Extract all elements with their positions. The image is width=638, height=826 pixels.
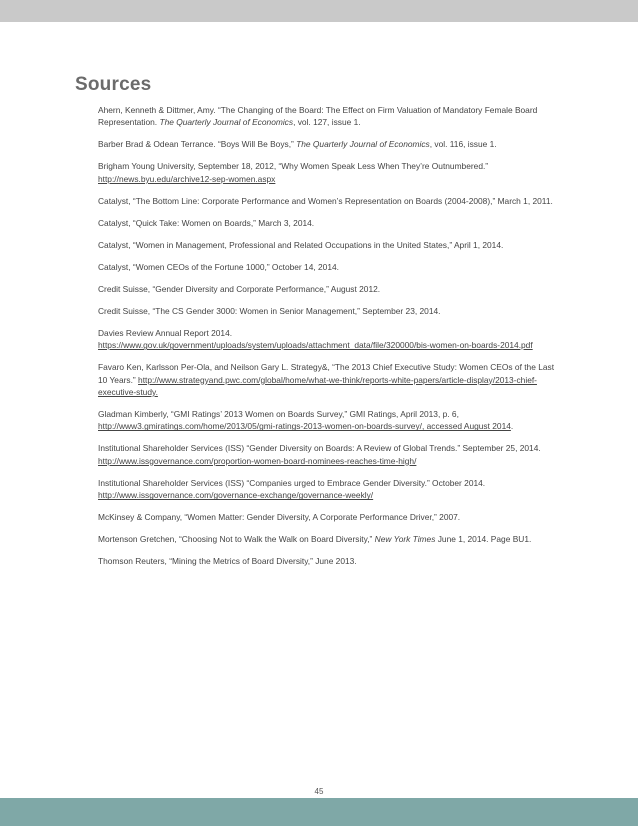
reference-item <box>98 195 556 207</box>
reference-text: Institutional Shareholder Services (ISS) “Gender Diversity on Boards: A Review of Global Trends.” September 25, 2014. <box>98 443 541 454</box>
page-title: Sources <box>75 74 152 95</box>
reference-link[interactable]: https://www.gov.uk/government/uploads/system/uploads/attachment_data/file/320000/bis-women-on-boards-2014.pdf <box>98 340 533 351</box>
reference-text: Catalyst, “Women in Management, Professional and Related Occupations in the United States,” April 1, 2014. <box>98 239 504 250</box>
reference-link[interactable]: http://www.strategyand.pwc.com/global/home/what-we-think/reports-white-papers/article-display/2013-chief-executive-study. <box>98 374 537 398</box>
reference-text-suffix: , vol. 116, issue 1. <box>429 139 497 150</box>
journal-title: New York Times <box>374 534 436 545</box>
reference-item <box>98 477 556 502</box>
bottom-bar <box>0 798 638 826</box>
reference-text-suffix: , vol. 127, issue 1. <box>293 117 361 128</box>
reference-link[interactable]: http://www.issgovernance.com/proportion-women-board-nominees-reaches-time-high/ <box>98 455 417 466</box>
reference-item <box>98 327 556 352</box>
reference-item <box>98 533 556 545</box>
reference-text: Institutional Shareholder Services (ISS) “Companies urged to Embrace Gender Diversity.” October 2014. <box>98 477 486 488</box>
page-number: 45 <box>314 787 324 796</box>
reference-text: Credit Suisse, “Gender Diversity and Corporate Performance,” August 2012. <box>98 283 381 294</box>
reference-item <box>98 239 556 251</box>
reference-text: Thomson Reuters, “Mining the Metrics of Board Diversity,” June 2013. <box>98 556 357 567</box>
reference-link[interactable]: http://www.issgovernance.com/governance-exchange/governance-weekly/ <box>98 490 374 501</box>
reference-text-suffix: . <box>510 421 514 432</box>
reference-item <box>98 104 556 129</box>
reference-item <box>98 217 556 229</box>
reference-item <box>98 160 556 185</box>
reference-text: Brigham Young University, September 18, 2012, “Why Women Speak Less When They’re Outnumbered.” <box>98 161 489 172</box>
reference-text: Catalyst, “The Bottom Line: Corporate Performance and Women’s Representation on Boards (2004-2008),” March 1, 2011. <box>98 195 553 206</box>
reference-text: Barber Brad & Odean Terrance. “Boys Will Be Boys,” <box>98 139 297 150</box>
reference-item <box>98 511 556 523</box>
top-bar <box>0 0 638 22</box>
reference-list <box>98 104 556 577</box>
reference-item <box>98 408 556 433</box>
reference-item <box>98 283 556 295</box>
reference-item <box>98 305 556 317</box>
reference-text: Favaro Ken, Karlsson Per-Ola, and Neilson Gary L. Strategy&, “The 2013 Chief Executive Study: Women CEOs of the Last 10 Years.” <box>98 362 555 385</box>
reference-text-suffix: June 1, 2014. Page BU1. <box>435 534 532 545</box>
reference-text: Credit Suisse, “The CS Gender 3000: Women in Senior Management,” September 23, 2014. <box>98 305 441 316</box>
reference-link[interactable]: http://news.byu.edu/archive12-sep-women.aspx <box>98 173 276 184</box>
reference-item <box>98 361 556 398</box>
journal-title: The Quarterly Journal of Economics <box>296 139 430 150</box>
journal-title: The Quarterly Journal of Economics <box>159 117 294 128</box>
reference-text: Catalyst, “Women CEOs of the Fortune 1000,” October 14, 2014. <box>98 261 339 272</box>
reference-text: Catalyst, “Quick Take: Women on Boards,” March 3, 2014. <box>98 217 315 228</box>
reference-item <box>98 261 556 273</box>
reference-text: Gladman Kimberly, “GMI Ratings’ 2013 Women on Boards Survey,” GMI Ratings, April 2013, p. 6, <box>98 409 459 420</box>
reference-text: McKinsey & Company, “Women Matter: Gender Diversity, A Corporate Performance Driver,” 2007. <box>98 512 461 523</box>
reference-item <box>98 138 556 150</box>
reference-text: Davies Review Annual Report 2014. <box>98 327 233 338</box>
reference-link[interactable]: http://www3.gmiratings.com/home/2013/05/gmi-ratings-2013-women-on-boards-survey/, accessed August 2014 <box>98 421 511 432</box>
reference-text: Ahern, Kenneth & Dittmer, Amy. “The Changing of the Board: The Effect on Firm Valuation of Mandatory Female Board Representation. <box>98 105 538 128</box>
reference-item <box>98 442 556 467</box>
reference-text: Mortenson Gretchen, “Choosing Not to Walk the Walk on Board Diversity,” <box>98 534 375 545</box>
reference-item <box>98 555 556 567</box>
